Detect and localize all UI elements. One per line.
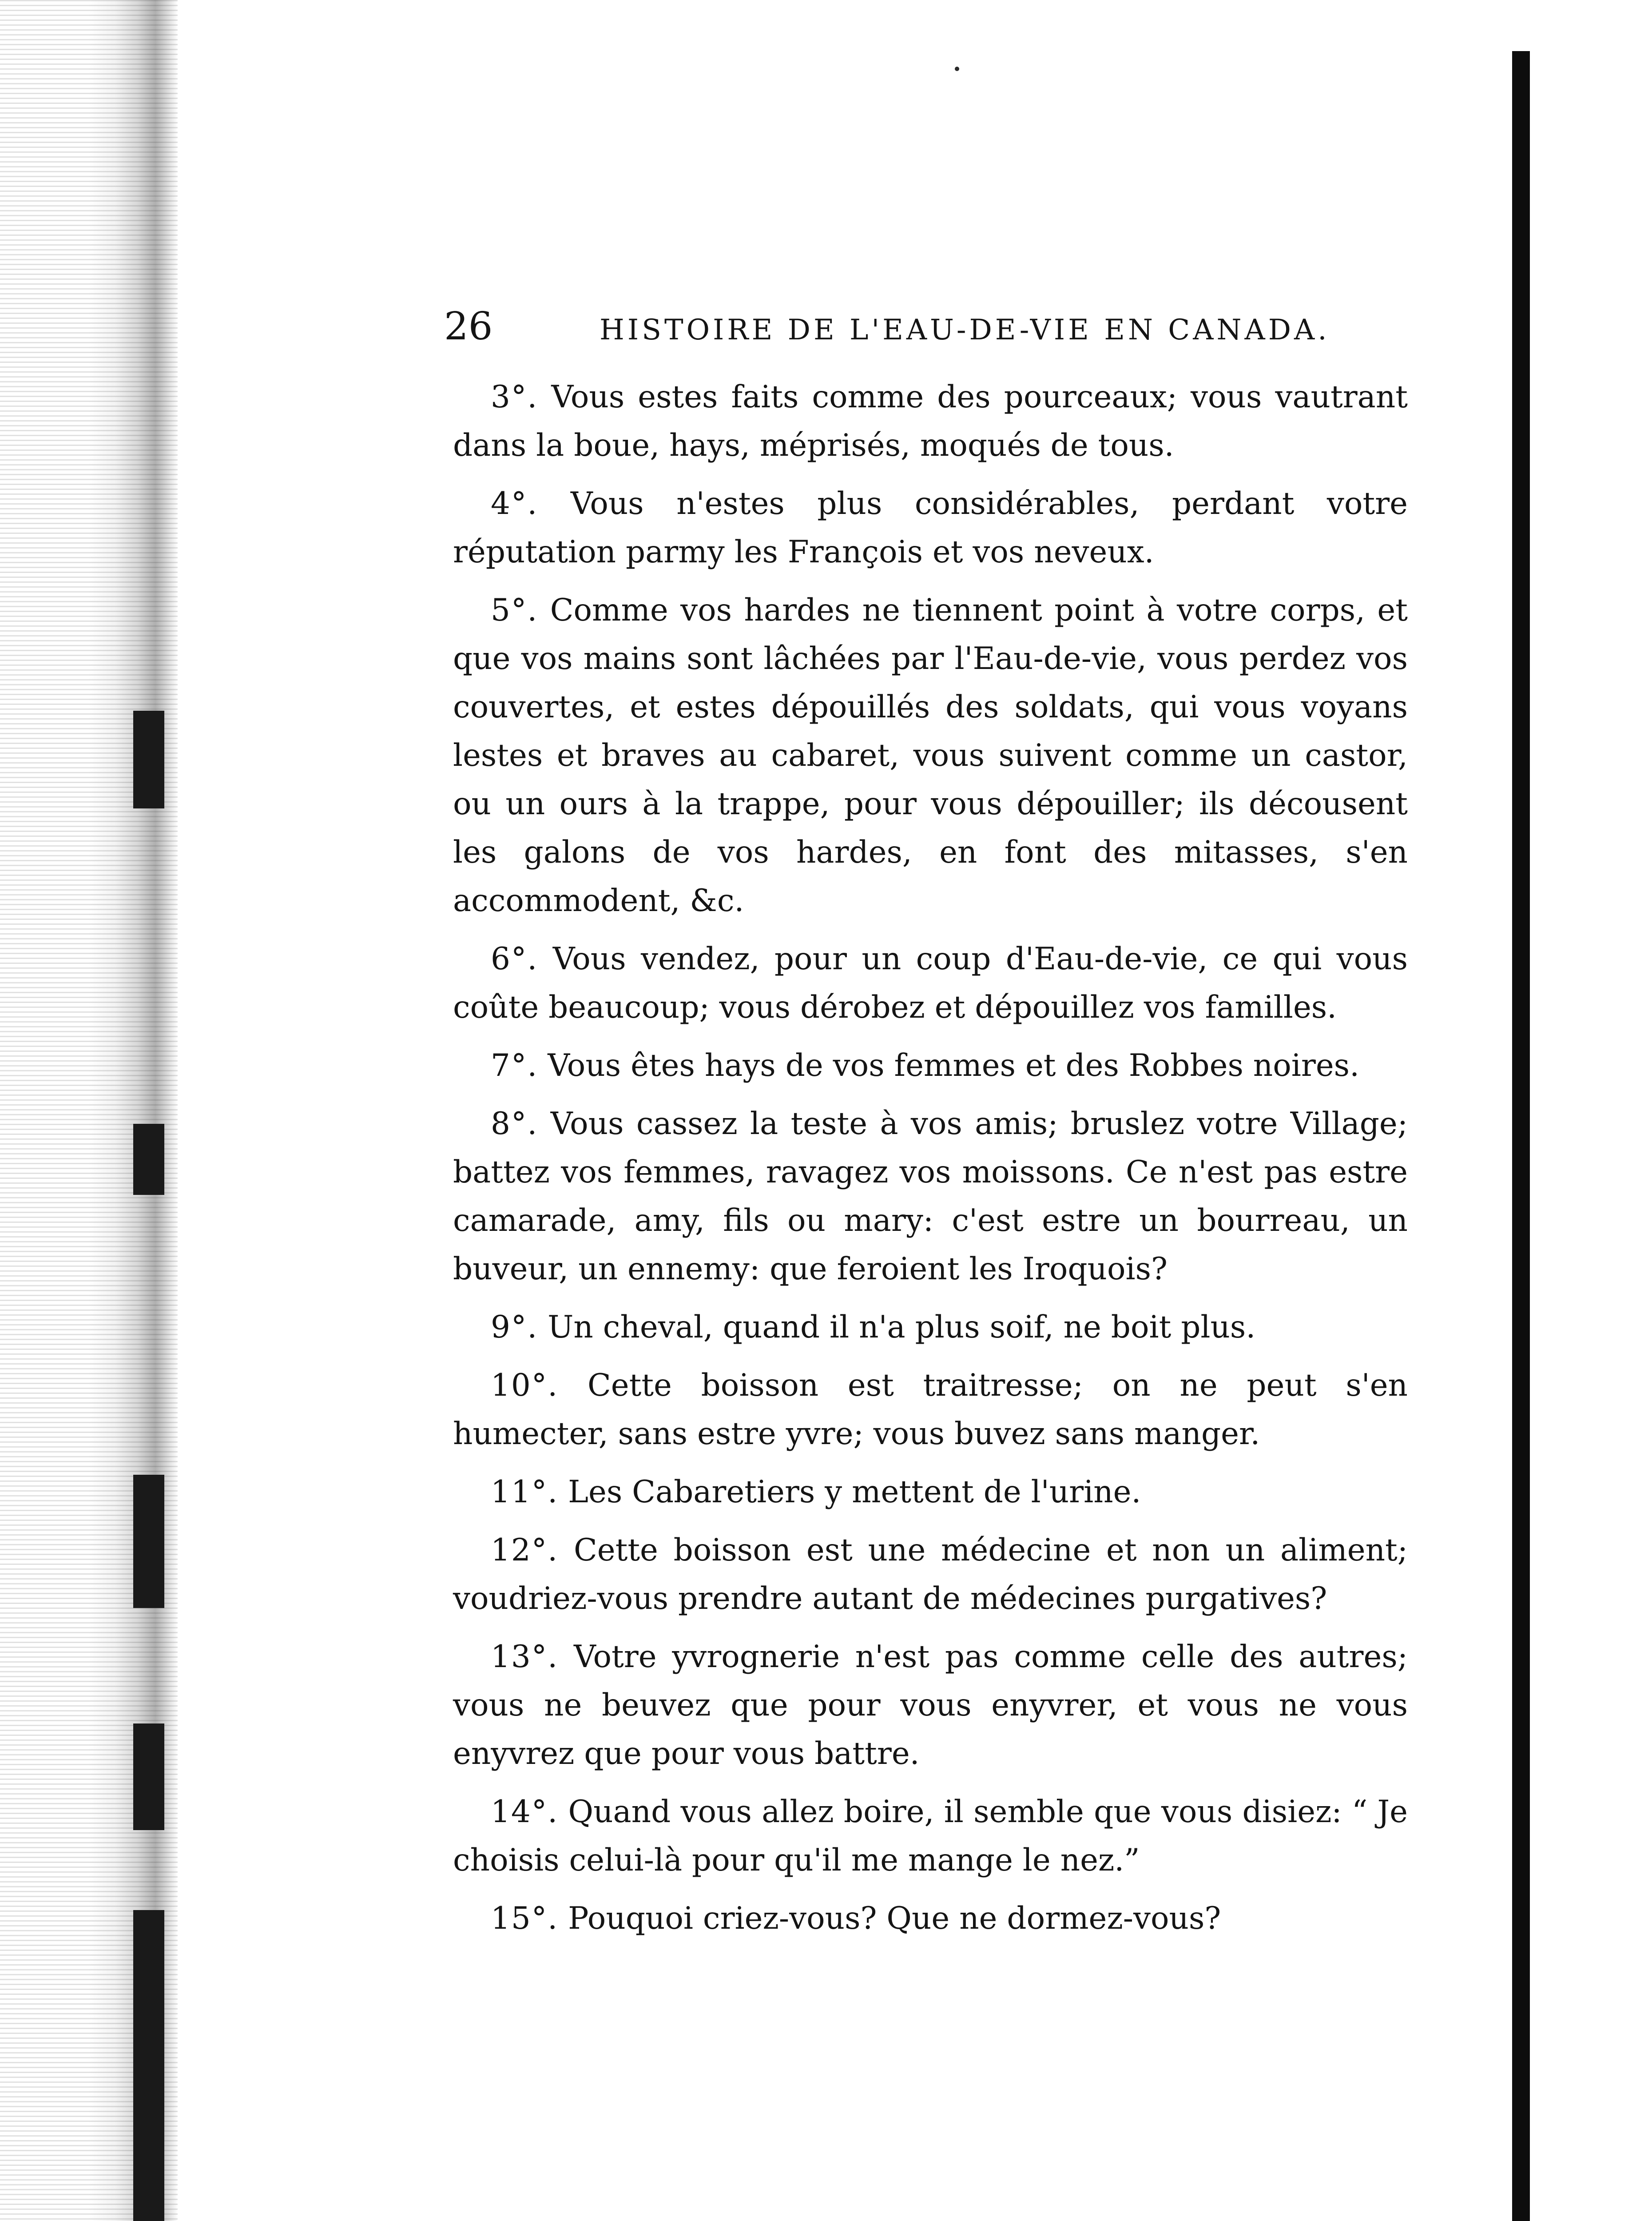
paragraph-number: 10°. <box>491 1368 559 1403</box>
paragraph-text: Cette boisson est une médecine et non un aliment; voudriez-vous prendre autant de médecines purgatives? <box>453 1532 1408 1616</box>
paragraph-number: 11°. <box>491 1474 559 1510</box>
paragraph-number: 5°. <box>491 593 538 628</box>
paragraph-number: 12°. <box>491 1532 559 1568</box>
scan-binding-mark <box>133 1475 164 1608</box>
paragraph <box>453 480 1408 577</box>
right-margin-rule <box>1512 51 1530 2221</box>
scan-binding-mark <box>133 1910 164 2221</box>
page-number: 26 <box>444 304 493 349</box>
paragraph-number: 13°. <box>491 1639 559 1675</box>
paragraph-number: 7°. <box>491 1048 538 1083</box>
paragraph-text: Votre yvrognerie n'est pas comme celle des autres; vous ne beuvez que pour vous enyvrer, et vous ne vous enyvrez que pour vous battre. <box>453 1639 1408 1771</box>
paragraph-number: 14°. <box>491 1794 559 1830</box>
paragraph-text: Vous êtes hays de vos femmes et des Robbes noires. <box>548 1048 1360 1083</box>
paragraph <box>453 1468 1408 1516</box>
page-header <box>444 302 1443 351</box>
scan-binding-mark <box>133 1723 164 1830</box>
paragraph-number: 4°. <box>491 486 538 521</box>
paragraph-text: Cette boisson est traitresse; on ne peut s'en humecter, sans estre yvre; vous buvez sans manger. <box>453 1368 1408 1452</box>
paragraph <box>453 1526 1408 1623</box>
paragraph-text: Comme vos hardes ne tiennent point à votre corps, et que vos mains sont lâchées par l'Eau-de-vie, vous perdez vos couvertes, et estes dépouillés des soldats, qui vous voyans lestes et braves au cabaret, vous suivent comme un castor, ou un ours à la trappe, pour vous dépouiller; ils décousent les galons de vos hardes, en font des mitasses, s'en accommodent, &c. <box>453 593 1408 919</box>
paragraph-text: Quand vous allez boire, il semble que vous disiez: “ Je choisis celui-là pour qu'il me mange le nez.” <box>453 1794 1408 1878</box>
paragraph <box>453 1633 1408 1778</box>
paragraph-text: Pouquoi criez-vous? Que ne dormez-vous? <box>568 1901 1221 1936</box>
text-column <box>453 373 1408 1953</box>
paragraph-text: Les Cabaretiers y mettent de l'urine. <box>568 1474 1141 1510</box>
paragraph <box>453 1303 1408 1352</box>
paragraph-text: Vous cassez la teste à vos amis; bruslez votre Village; battez vos femmes, ravagez vos moissons. Ce n'est pas estre camarade, amy, fils ou mary: c'est estre un bourreau, un buveur, un ennemy: que feroient les Iroquois? <box>453 1106 1408 1287</box>
paragraph-text: Vous estes faits comme des pourceaux; vous vautrant dans la boue, hays, méprisés, moqués de tous. <box>453 379 1408 463</box>
scan-binding-edge <box>0 0 178 2221</box>
paragraph <box>453 1895 1408 1943</box>
paragraph <box>453 935 1408 1032</box>
paragraph-number: 9°. <box>491 1310 538 1345</box>
scan-binding-mark <box>133 1124 164 1195</box>
paragraph-number: 8°. <box>491 1106 538 1142</box>
paragraph-text: Un cheval, quand il n'a plus soif, ne boit plus. <box>548 1310 1256 1345</box>
paragraph-number: 6°. <box>491 941 538 977</box>
paragraph-text: Vous vendez, pour un coup d'Eau-de-vie, ce qui vous coûte beaucoup; vous dérobez et dépouillez vos familles. <box>453 941 1408 1025</box>
paragraph-number: 3°. <box>491 379 538 415</box>
running-head: HISTOIRE DE L'EAU-DE-VIE EN CANADA. <box>600 314 1330 346</box>
paragraph <box>453 373 1408 470</box>
paragraph-text: Vous n'estes plus considérables, perdant votre réputation parmy les François et vos neveux. <box>453 486 1408 570</box>
paragraph <box>453 1100 1408 1294</box>
paragraph <box>453 1788 1408 1885</box>
ink-speck <box>955 67 959 71</box>
paragraph <box>453 1361 1408 1458</box>
paragraph <box>453 586 1408 925</box>
paragraph <box>453 1042 1408 1090</box>
paragraph-number: 15°. <box>491 1901 559 1936</box>
scan-binding-mark <box>133 711 164 808</box>
